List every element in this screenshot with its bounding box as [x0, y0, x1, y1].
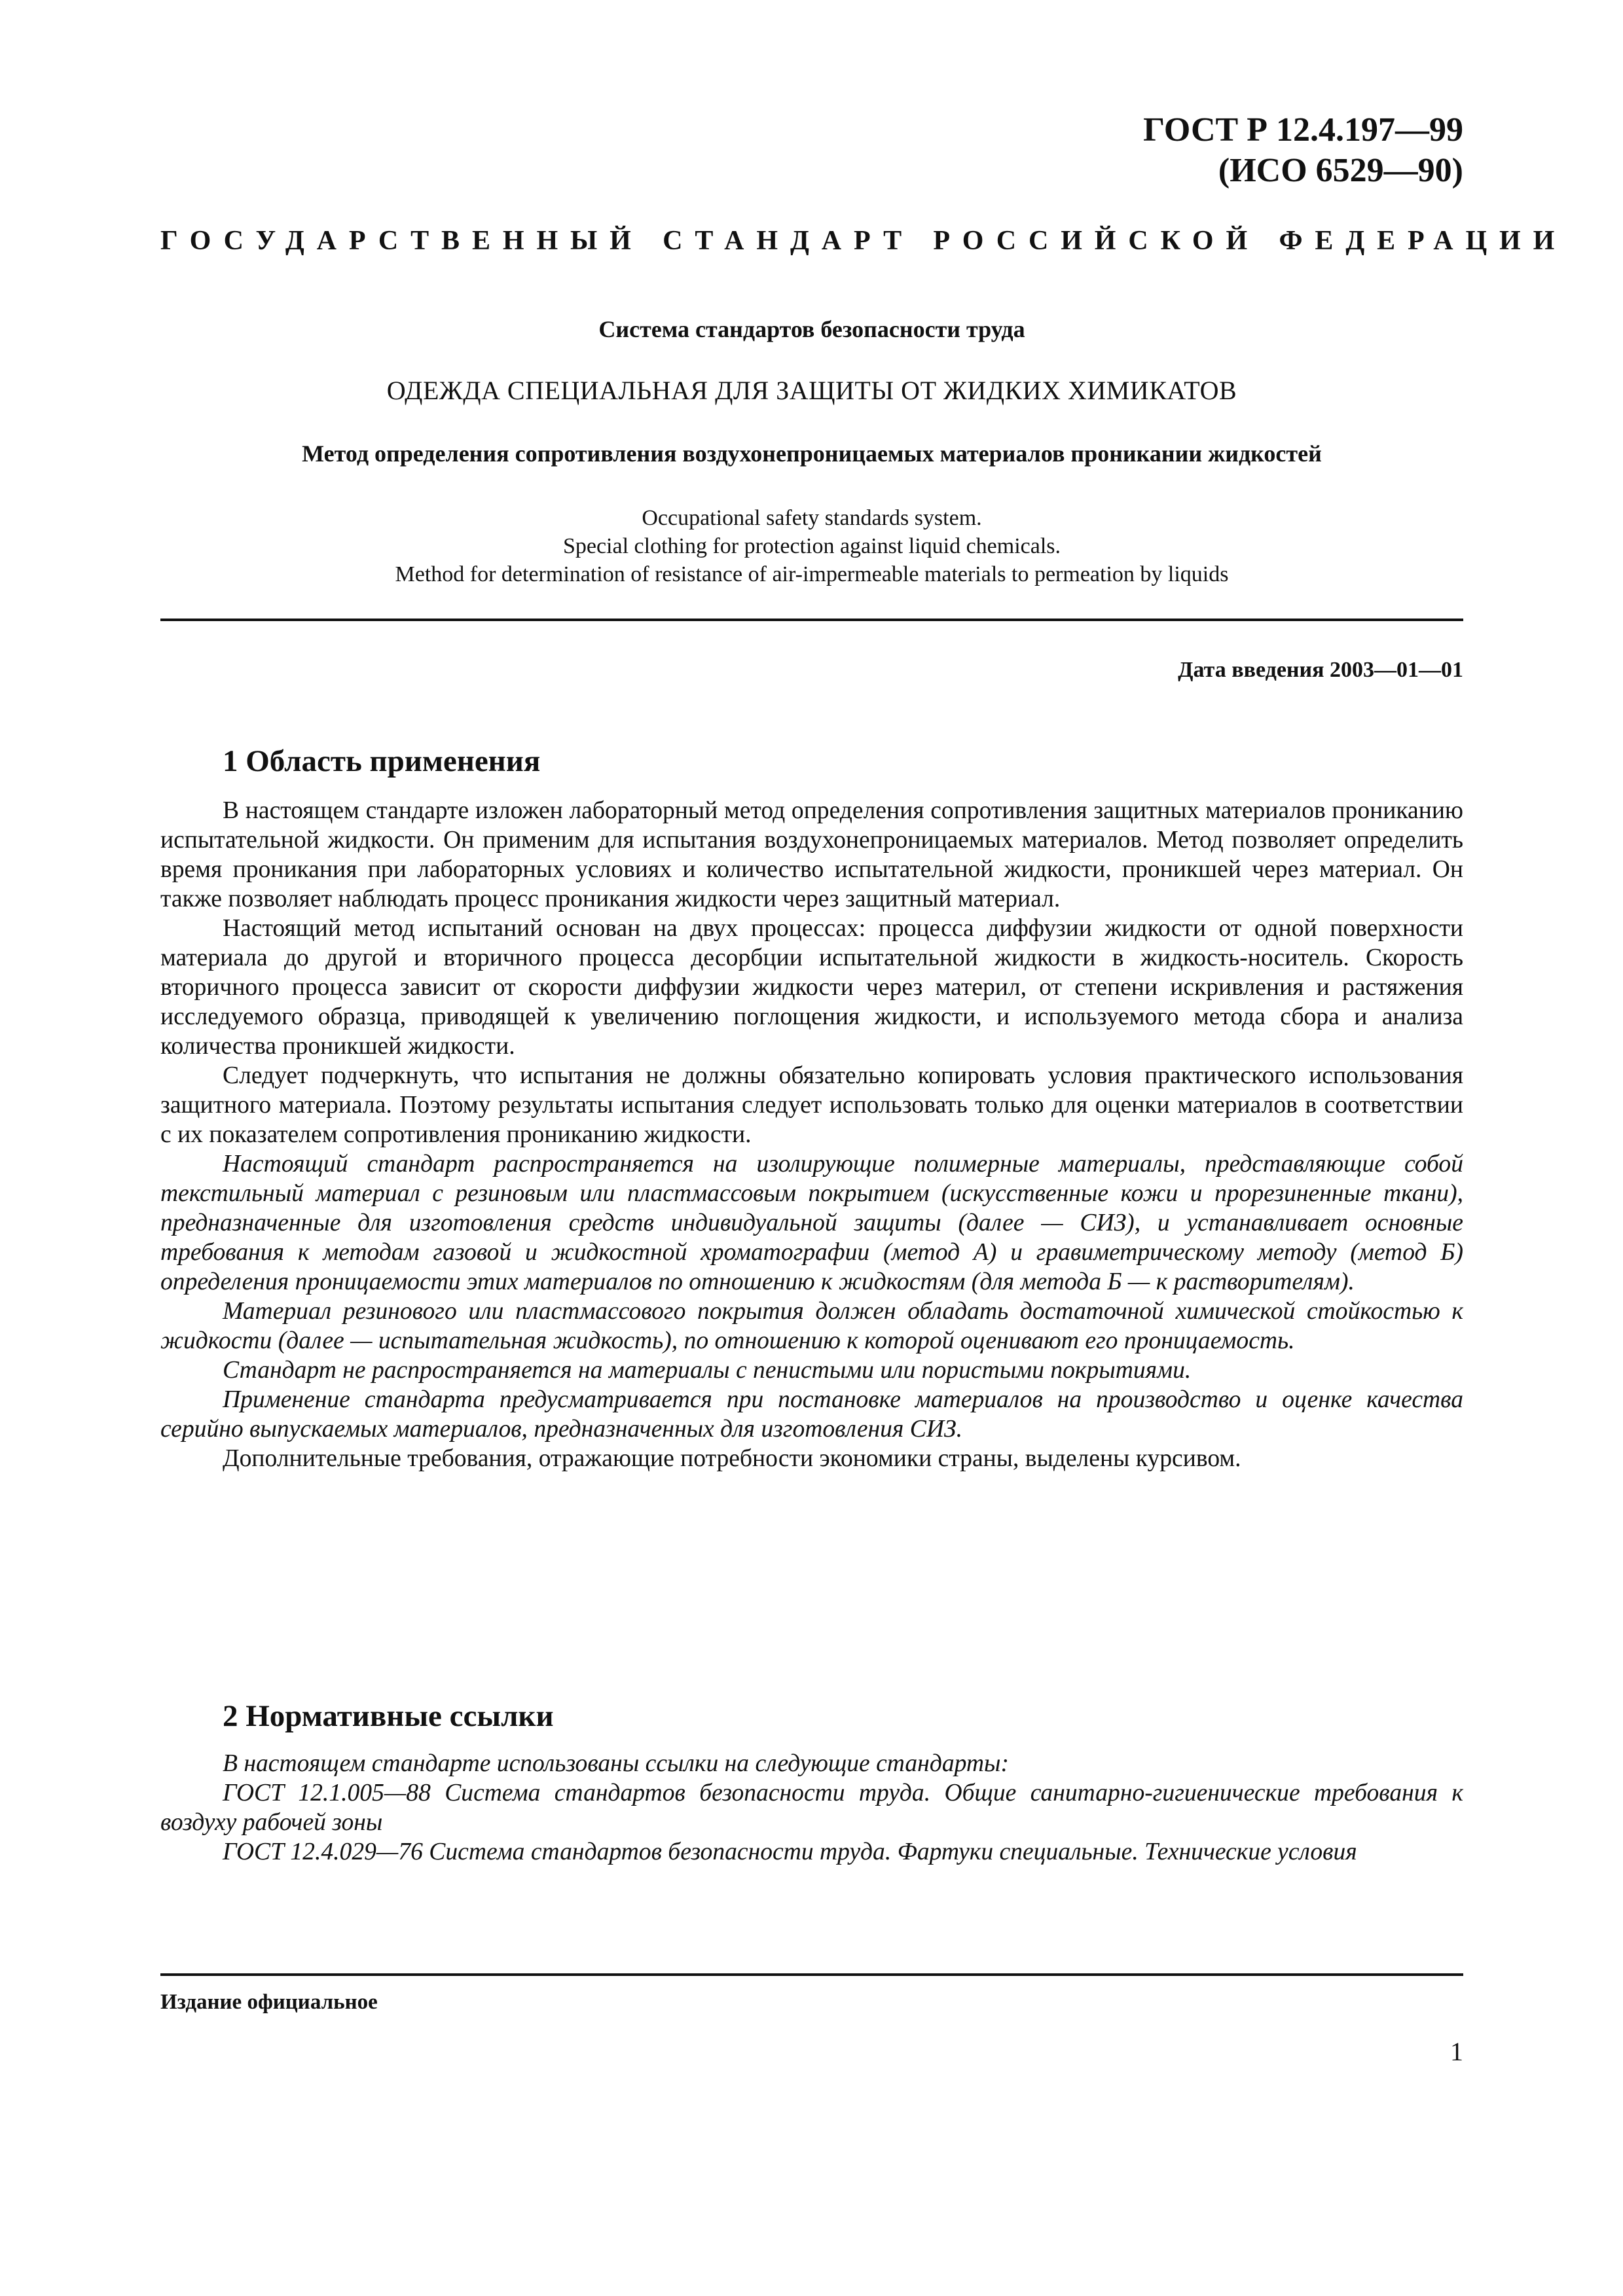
subtitle: Метод определения сопротивления воздухонепроницаемых материалов проникании жидкостей — [302, 440, 1322, 467]
page-number: 1 — [1450, 2037, 1463, 2066]
paragraph-italic: Применение стандарта предусматривается при постановке материалов на производство и оценке качества серийно выпускаемых материалов, предназначенных для изготовления СИЗ. — [160, 1386, 1463, 1443]
reference-item: ГОСТ 12.4.029—76 Система стандартов безопасности труда. Фартуки специальные. Технические условия — [223, 1839, 1357, 1865]
iso-number: (ИСО 6529—90) — [1218, 152, 1463, 189]
paragraph-italic: Настоящий стандарт распространяется на изолирующие полимерные материалы, представляющие собой текстильный материал с резиновым или пластмассовым покрытием (искусственные кожи и прорезиненные ткани), предназначенные для изготовления средств индивидуальной защиты (далее — СИЗ), и устанавливает основные требования к методам газовой и жидкостной хроматографии (метод А) и гравиметрическому методу (метод Б) определения проницаемости этих материалов по отношению к жидкостям (для метода Б — к растворителям). — [160, 1151, 1463, 1295]
header-divider — [160, 619, 1463, 621]
document-page — [160, 0, 1567, 2296]
section-2-body — [160, 1749, 1463, 1867]
edition-label: Издание официальное — [160, 1990, 378, 2014]
english-title-line: Special clothing for protection against liquid chemicals. — [562, 534, 1061, 558]
system-title: Система стандартов безопасности труда — [598, 316, 1025, 342]
paragraph-italic: В настоящем стандарте использованы ссылки на следующие стандарты: — [223, 1750, 1010, 1777]
paragraph: Дополнительные требования, отражающие потребности экономики страны, выделены курсивом. — [223, 1445, 1241, 1472]
paragraph: В настоящем стандарте изложен лабораторный метод определения сопротивления защитных материалов прониканию испытательной жидкости. Он применим для испытания воздухонепроницаемых материалов. Метод позволяет определить время проникания при лабораторных условиях и количество испытательной жидкости, проникшей через материал. Он также позволяет наблюдать процесс проникания жидкости через защитный материал. — [160, 797, 1463, 912]
paragraph: Настоящий метод испытаний основан на двух процессах: процесса диффузии жидкости от одной поверхности материала до другой и вторичного процесса десорбции испытательной жидкости в жидкость-носитель. Скорость вторичного процесса зависит от скорости диффузии жидкости через материл, от степени искривления и растяжения исследуемого образца, приводящей к увеличению поглощения жидкости, и используемого метода сбора и анализа количества проникшей жидкости. — [160, 915, 1463, 1060]
state-standard-heading: ГОСУДАРСТВЕННЫЙ СТАНДАРТ РОССИЙСКОЙ ФЕДЕРАЦИИ — [160, 226, 1567, 256]
footer-divider — [160, 1973, 1463, 1976]
document-number-block — [1143, 110, 1463, 191]
doc-number: ГОСТ Р 12.4.197—99 — [1143, 111, 1463, 149]
english-title-line: Method for determination of resistance of air-impermeable materials to permeation by liquids — [395, 562, 1229, 586]
paragraph-italic: Стандарт не распространяется на материалы с пенистыми или пористыми покрытиями. — [223, 1357, 1192, 1384]
main-title: ОДЕЖДА СПЕЦИАЛЬНАЯ ДЛЯ ЗАЩИТЫ ОТ ЖИДКИХ ХИМИКАТОВ — [386, 376, 1237, 405]
section-1-heading: 1 Область применения — [223, 744, 541, 778]
english-title-block — [160, 504, 1463, 588]
section-1-body — [160, 796, 1463, 1473]
english-title-line: Occupational safety standards system. — [642, 506, 982, 530]
reference-item: ГОСТ 12.1.005—88 Система стандартов безопасности труда. Общие санитарно-гигиенические требования к воздуху рабочей зоны — [160, 1780, 1463, 1836]
paragraph-italic: Материал резинового или пластмассового покрытия должен обладать достаточной химической стойкостью к жидкости (далее — испытательная жидкость), по отношению к которой оценивают его проницаемость. — [160, 1298, 1463, 1354]
paragraph: Следует подчеркнуть, что испытания не должны обязательно копировать условия практического использования защитного материала. Поэтому результаты испытания следует использовать только для оценки материалов в соответствии с их показателем сопротивления прониканию жидкости. — [160, 1062, 1463, 1148]
section-2-heading: 2 Нормативные ссылки — [223, 1699, 554, 1733]
intro-date: Дата введения 2003—01—01 — [1178, 658, 1463, 682]
